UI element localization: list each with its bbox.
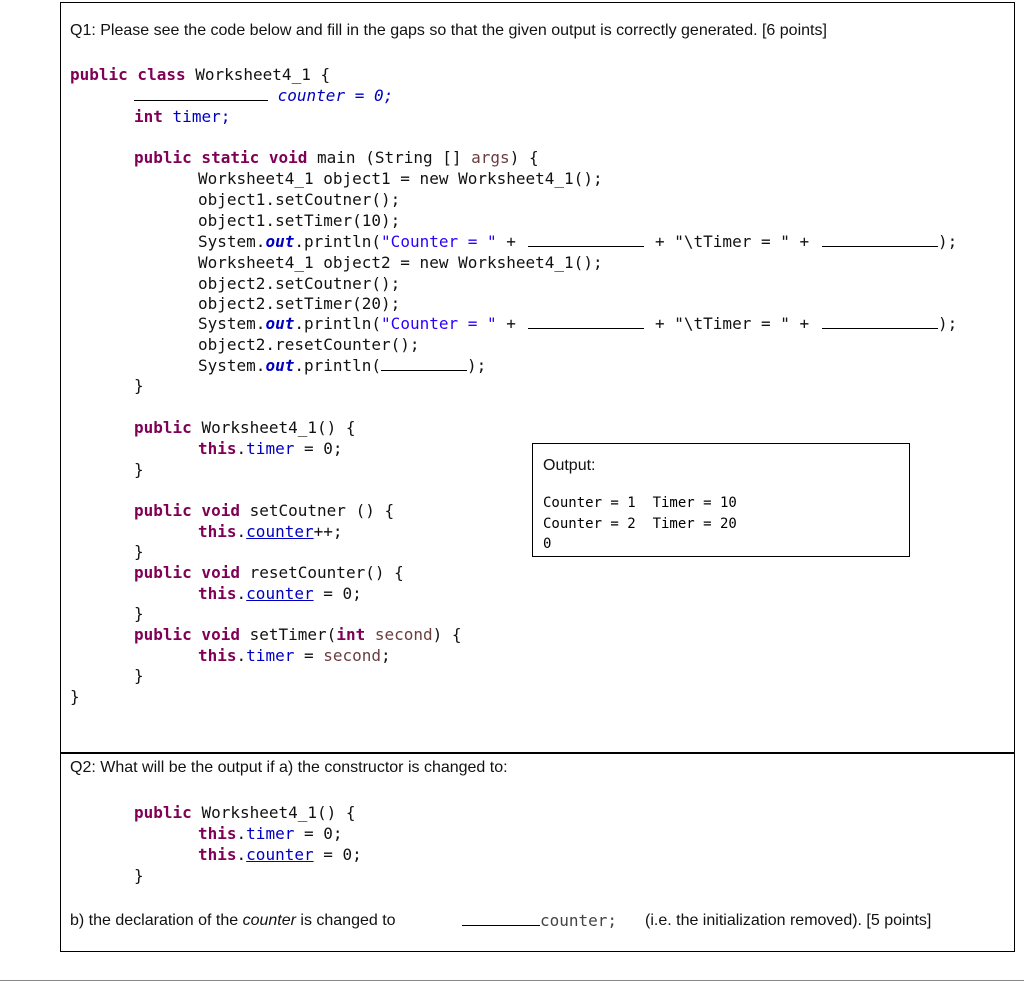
plus-op: + xyxy=(496,232,526,251)
constructor-signature xyxy=(134,418,356,438)
timer-string-1: + "\tTimer = " + xyxy=(655,232,810,251)
setcoutner-name: setCoutner () { xyxy=(249,501,395,520)
code-line-println-1 xyxy=(198,232,526,252)
timer-field: timer xyxy=(246,439,295,458)
output-line-1: Counter = 1 Timer = 10 xyxy=(543,495,737,511)
blank-counter-1[interactable] xyxy=(528,232,644,253)
this-keyword: this xyxy=(198,824,237,843)
class-keyword: public class xyxy=(70,65,186,84)
timer-field: timer xyxy=(246,824,295,843)
resetcounter-name: resetCounter() { xyxy=(249,563,404,582)
main-signature-rest: main (String [] xyxy=(317,148,472,167)
blank-println-arg[interactable] xyxy=(381,356,467,371)
q2-ctor-timer-line: this.timer = 0; xyxy=(198,824,343,843)
main-keywords: public static void xyxy=(134,148,308,167)
timer-declaration xyxy=(134,107,230,127)
this-keyword: this xyxy=(198,646,237,665)
settimer-body-line: this.timer = second; xyxy=(198,646,391,665)
section-divider xyxy=(60,752,1015,754)
counter-string: "Counter = " xyxy=(381,232,497,251)
setcoutner-body-line: this.counter++; xyxy=(198,522,343,541)
blank-counter-modifier[interactable] xyxy=(134,86,268,101)
this-keyword: this xyxy=(198,522,237,541)
resetcounter-close-brace: } xyxy=(134,604,144,623)
this-keyword: this xyxy=(198,439,237,458)
setcoutner-close-brace: } xyxy=(134,542,144,561)
out-field-3: out xyxy=(265,356,295,375)
setcoutner-signature xyxy=(134,501,394,521)
ctor-close-brace: } xyxy=(134,460,144,479)
main-args: args xyxy=(471,148,510,167)
out-field-2: out xyxy=(265,314,295,333)
timer-string-2: + "\tTimer = " + xyxy=(655,314,810,333)
println-close-1: ); xyxy=(938,232,958,251)
blank-counter-declaration[interactable] xyxy=(462,911,540,932)
system-prefix-2: System. xyxy=(198,314,266,333)
second-var: second xyxy=(323,646,382,665)
q2-constructor-signature xyxy=(134,803,356,823)
counter-field: counter xyxy=(246,845,314,864)
this-keyword: this xyxy=(198,845,237,864)
resetcounter-body-line: this.counter = 0; xyxy=(198,584,362,603)
code-line-obj2: Worksheet4_1 object2 = new Worksheet4_1(); xyxy=(198,253,603,272)
out-field: out xyxy=(265,232,295,251)
q2-b-suffix: (i.e. the initialization removed). [5 points] xyxy=(645,912,932,929)
output-box xyxy=(532,443,910,557)
code-line-println-3 xyxy=(198,356,486,376)
q2-b-code: counter; xyxy=(540,911,618,930)
println-call-2: .println( xyxy=(294,314,382,333)
output-line-2: Counter = 2 Timer = 20 xyxy=(543,516,737,532)
println-call-3: .println( xyxy=(294,356,382,375)
q1-prompt: Q1: Please see the code below and fill in the gaps so that the given output is correctly generated. [6 points] xyxy=(70,22,827,39)
class-declaration xyxy=(70,65,330,85)
public-void-keyword: public void xyxy=(134,563,240,582)
q2-b-middle: is changed to xyxy=(295,912,396,929)
this-keyword: this xyxy=(198,584,237,603)
output-line-3: 0 xyxy=(543,536,552,552)
main-signature xyxy=(134,148,539,168)
counter-declaration xyxy=(134,86,393,106)
page-bottom-rule xyxy=(0,980,1024,981)
public-void-keyword: public void xyxy=(134,501,240,520)
blank-timer-2[interactable] xyxy=(822,314,938,335)
class-close-brace: } xyxy=(70,687,80,706)
q2-part-b xyxy=(70,911,396,931)
code-line-obj2-setcoutner: object2.setCoutner(); xyxy=(198,274,401,293)
code-line-obj1-setcoutner: object1.setCoutner(); xyxy=(198,190,401,209)
system-prefix-3: System. xyxy=(198,356,266,375)
blank-timer-1[interactable] xyxy=(822,232,938,253)
constructor-name: Worksheet4_1() { xyxy=(201,418,356,437)
public-void-keyword: public void xyxy=(134,625,240,644)
code-line-obj1-settimer: object1.setTimer(10); xyxy=(198,211,401,230)
system-prefix: System. xyxy=(198,232,266,251)
counter-field: counter xyxy=(246,584,314,603)
counter-decl: counter = 0; xyxy=(277,86,394,105)
q2-constructor-name: Worksheet4_1() { xyxy=(201,803,356,822)
settimer-signature: public void setTimer(int second) { xyxy=(134,625,462,644)
settimer-close-brace: } xyxy=(134,666,144,685)
println-call: .println( xyxy=(294,232,382,251)
timer-name: timer; xyxy=(172,107,231,126)
public-keyword: public xyxy=(134,803,192,822)
resetcounter-signature xyxy=(134,563,404,583)
q2-ctor-close-brace: } xyxy=(134,866,144,885)
blank-counter-2[interactable] xyxy=(528,314,644,335)
q2-prompt: Q2: What will be the output if a) the constructor is changed to: xyxy=(70,759,508,776)
ctor-body-line: this.timer = 0; xyxy=(198,439,343,458)
counter-field: counter xyxy=(246,522,314,541)
main-open: ) { xyxy=(509,148,539,167)
timer-field: timer xyxy=(246,646,295,665)
code-line-obj2-settimer: object2.setTimer(20); xyxy=(198,294,401,313)
output-title: Output: xyxy=(543,457,596,474)
code-line-obj1: Worksheet4_1 object1 = new Worksheet4_1(); xyxy=(198,169,603,188)
println-close-3: ); xyxy=(467,356,487,375)
int-keyword: int xyxy=(336,625,366,644)
timer-type: int xyxy=(134,107,163,126)
main-close-brace: } xyxy=(134,376,144,395)
q2-ctor-counter-line: this.counter = 0; xyxy=(198,845,362,864)
public-keyword: public xyxy=(134,418,192,437)
code-line-obj2-reset: object2.resetCounter(); xyxy=(198,335,420,354)
q2-b-counter: counter xyxy=(242,912,296,929)
counter-string-2: "Counter = " xyxy=(381,314,497,333)
class-name: Worksheet4_1 { xyxy=(195,65,331,84)
println-close-2: ); xyxy=(938,314,958,333)
code-line-println-2 xyxy=(198,314,526,334)
plus-op-2: + xyxy=(496,314,526,333)
settimer-name: setTimer( xyxy=(249,625,337,644)
second-param: second xyxy=(374,625,433,644)
q2-b-prefix: b) the declaration of the xyxy=(70,912,243,929)
